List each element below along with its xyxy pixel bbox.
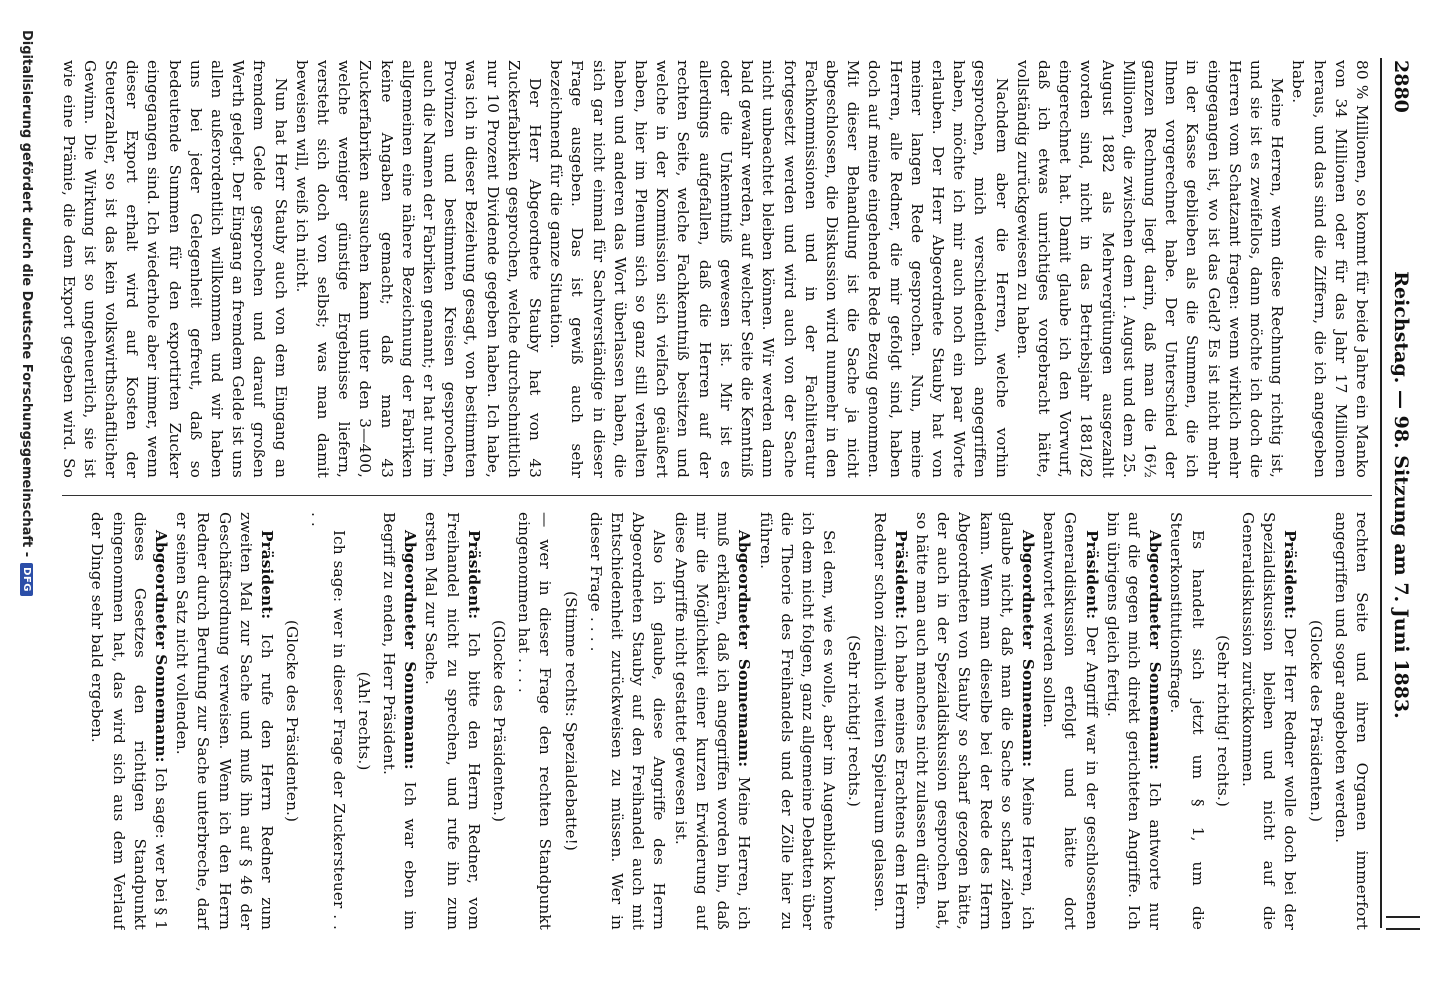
- stage-direction: (Sehr richtig! rechts.): [845, 635, 864, 807]
- speaker-name: Präsident:: [891, 530, 910, 620]
- speaker-name: Abgeordneter Sonnemann:: [1018, 530, 1037, 768]
- speech-text: Ich bitte den Herrn Redner, vom Freihandel nicht zu sprechen, und rufe ihn zum ersten Mal zur Sache.: [422, 512, 483, 930]
- speaker-name: Abgeordneter Sonnemann:: [1146, 530, 1165, 770]
- speech: [1237, 512, 1301, 930]
- speaker-name: Abgeordneter Sonnemann:: [152, 530, 171, 763]
- paragraph: Der Herr Abgeordnete Stauby hat von 43 Zuckerfabriken gesprochen, welche durchschnittlich nur 10 Prozent Dividende gegeben haben. Ich habe, was ich in dieser Beziehung gesagt, von bestimmten Provinzen und bestimmten Kreisen gesprochen, auch die Namen der Fabriken genannt; er hat nur im allgemeinen eine nähere Bezeichnung der Fabriken keine Angaben gemacht; daß man 43 Zuckerfabriken aussuchen kann unter den 3—400, welche weniger günstige Ergebnisse liefern, versteht sich doch von selbst; was man damit beweisen will, weiß ich nicht.: [292, 60, 545, 478]
- digitization-credit: [19, 30, 34, 970]
- left-column: [57, 60, 1372, 478]
- paragraph: — wer in dieser Frage den rechten Standpunkt eingenommen hat . . . .: [515, 512, 555, 930]
- dfg-logo: DFG: [20, 563, 33, 596]
- stage-direction: (Glocke des Präsidenten.): [490, 619, 509, 823]
- header-double-rule: [1386, 916, 1420, 930]
- speech-text: Meine Herren, ich glaube nicht, daß man die Sache so scharf ziehen kann. Wenn man dieselbe bei der Rede des Herrn Abgeordneten von Stauby so scharf gezogen hätte, der auch in der Spezialdiskussion gesprochen hat, so hätte man auch manches nicht zulassen dürfen.: [912, 512, 1037, 930]
- speech-text: Ich rufe den Herrn Redner zum zweiten Mal zur Sache und muß ihn auf § 46 der Geschäftsordnung verweisen. Wenn ich den Herrn Redner durch Berufung zur Sache unterbreche, darf er seinen Satz nicht vollenden.: [173, 512, 277, 930]
- speech-text: Ich habe meines Erachtens dem Herrn Redner schon ziemlich weiten Spielraum gelassen.: [870, 512, 910, 930]
- speech: [868, 512, 910, 930]
- stage-direction: (Stimme rechts: Spezialdebatte!): [561, 591, 580, 851]
- paragraph: Nun hat Herr Stauby auch von dem Eingang an fremdem Gelde gesprochen und darauf großen Werth gelegt. Der Eingang an fremdem Gelde ist uns allen außerordentlich willkommen und wir haben uns bei jeder Gelegenheit gefreut, daß so bedeutende Summen für den exportirten Zucker eingegangen sind. Ich wiederhole aber immer, wenn dieser Export erhalt wird auf Kosten der Steuerzahler, so ist das kein volkswirthschaftlicher Gewinn. Die Wirkung ist so ungeheuerlich, sie ist wie eine Prämie, die dem Export gegeben wird. So: [59, 60, 290, 478]
- page-header: [1382, 60, 1422, 930]
- speech-text: Ich antworte nur auf die gegen mich direkt gerichteten Angriffe. Ich bin übrigens gleich fertig.: [1103, 512, 1165, 930]
- speaker-name: Abgeordneter Sonnemann:: [401, 530, 420, 770]
- right-column: [57, 512, 1372, 930]
- speech-text: Ich war eben im Begriff zu enden, Herr Präsident.: [380, 512, 420, 930]
- speaker-name: Abgeordneter Sonnemann:: [735, 530, 754, 768]
- credit-text: Digitalisierung gefördert durch die Deutsche Forschungsgemeinschaft -: [19, 30, 34, 558]
- page-number: 2880: [1390, 60, 1412, 113]
- speech: [378, 512, 420, 930]
- speech-text: Meine Herren, ich muß erklären, daß ich angegriffen worden bin, daß mir die Möglichkeit einer kurzen Erwiderung auf diese Angriffe nicht gestattet gewesen ist.: [671, 512, 754, 930]
- speech-text: Der Herr Redner wolle doch bei der Spezialdiskussion bleiben und nicht auf die Generaldiskussion zurückkommen.: [1238, 512, 1300, 930]
- speech: [1038, 512, 1102, 930]
- speaker-name: Präsident:: [1082, 530, 1101, 620]
- paragraph: Nachdem aber die Herren, welche vorhin gesprochen, mich verschiedentlich angegriffen haben, möchte ich mir auch noch ein paar Worte erlauben. Der Herr Abgeordnete Stauby hat von meiner langen Rede gesprochen. Nun, meine Herren, alle Redner, die mir gefolgt sind, haben doch auf meine eingehende Rede Bezug genommen. Mit dieser Behandlung ist die Sache ja nicht abgeschlossen, die Diskussion wird nunmehr in den Fachkommissionen und in der Fachliteratur fortgesetzt werden und wird auch von der Sache nicht unbeachtet bleiben können. Wir werden dann bald gewahr werden, auf welcher Seite die Kenntniß oder die Unkenntniß gewesen ist. Mir ist es allerdings aufgefallen, daß die Herren auf der rechten Seite, welche Fachkenntniß besitzen und welche in der Kommission sich vielfach geäußert haben, hier im Plenum sich so ganz still verhalten haben und anderen das Wort überlassen haben, die sich gar nicht einmal für Sachverständige in dieser Frage ausgeben. Das ist gewiß auch sehr bezeichnend für die ganze Situation.: [547, 60, 1011, 478]
- speech: [670, 512, 755, 930]
- paragraph: 80 % Millionen, so kommt für beide Jahre ein Manko von 34 Millionen oder für das Jahr 17 Millionen heraus, und das sind die Ziffern, die ich angegeben habe.: [1289, 60, 1371, 478]
- speech: [911, 512, 1038, 930]
- stage-direction: (Sehr richtig! rechts.): [1213, 635, 1232, 807]
- speech: [1102, 512, 1166, 930]
- paragraph: rechten Seite und ihren Organen immerfort angegriffen und sogar angeboten werden.: [1331, 512, 1371, 930]
- speech: [171, 512, 277, 930]
- column-divider: [62, 495, 1372, 496]
- paragraph: Also ich glaube, diese Angriffe des Herrn Abgeordneten Stauby auf den Freihandel auch mit Entschiedenheit zurückweisen zu müssen. Wer in dieser Frage . . . .: [586, 512, 669, 930]
- paragraph: Sei dem, wie es wolle, aber im Augenblick konnte ich dem nicht folgen, ganz allgemeine Debatten über die Theorie des Freihandels und der Zölle hier zu führen.: [756, 512, 839, 930]
- page-title: Reichstag. — 98. Sitzung am 7. Juni 1883.: [1390, 271, 1412, 719]
- speech-text: Der Angriff war in der geschlossenen Generaldiskussion erfolgt und hätte dort beantwortet werden sollen.: [1040, 512, 1101, 930]
- stage-direction: (Ah! rechts.): [354, 671, 373, 771]
- speech: [420, 512, 484, 930]
- speaker-name: Präsident:: [1281, 530, 1300, 620]
- paragraph: Es handelt sich jetzt um § 1, um die Steuerkonstitutionsfrage.: [1167, 512, 1207, 930]
- header-rule: [1380, 58, 1382, 928]
- stage-direction: (Glocke des Präsidenten.): [1306, 619, 1325, 823]
- speech-text: Ich sage: wer bei § 1 dieses Gesetzes den richtigen Standpunkt eingenommen hat, das wird sich aus dem Verlauf der Dinge sehr bald ergeben.: [88, 512, 171, 930]
- paragraph: Meine Herren, wenn diese Rechnung richtig ist, und sie ist es zweifellos, dann möchte ich doch die Herren vom Schatzamt fragen: wenn wirklich mehr eingegangen ist, wo ist das Geld? Es ist nicht mehr in der Kasse geblieben als die Summen, die ich Ihnen vorgerechnet habe. Der Unterschied der ganzen Rechnung liegt darin, daß man die 16½ Millionen, die zwischen dem 1. August und dem 25. August 1882 als Mehrvergütungen ausgezahlt worden sind, nicht in das Betriebsjahr 1881/82 eingerechnet hat. Damit glaube ich den Vorwurf, daß ich etwas unrichtiges vorgebracht hätte, vollständig zurückgewiesen zu haben.: [1013, 60, 1287, 478]
- paragraph: Ich sage: wer in dieser Frage der Zuckersteuer . . . .: [308, 512, 348, 930]
- speaker-name: Präsident:: [464, 530, 483, 620]
- stage-direction: (Glocke des Präsidenten.): [283, 619, 302, 823]
- speech: [86, 512, 171, 930]
- speaker-name: Präsident:: [258, 530, 277, 620]
